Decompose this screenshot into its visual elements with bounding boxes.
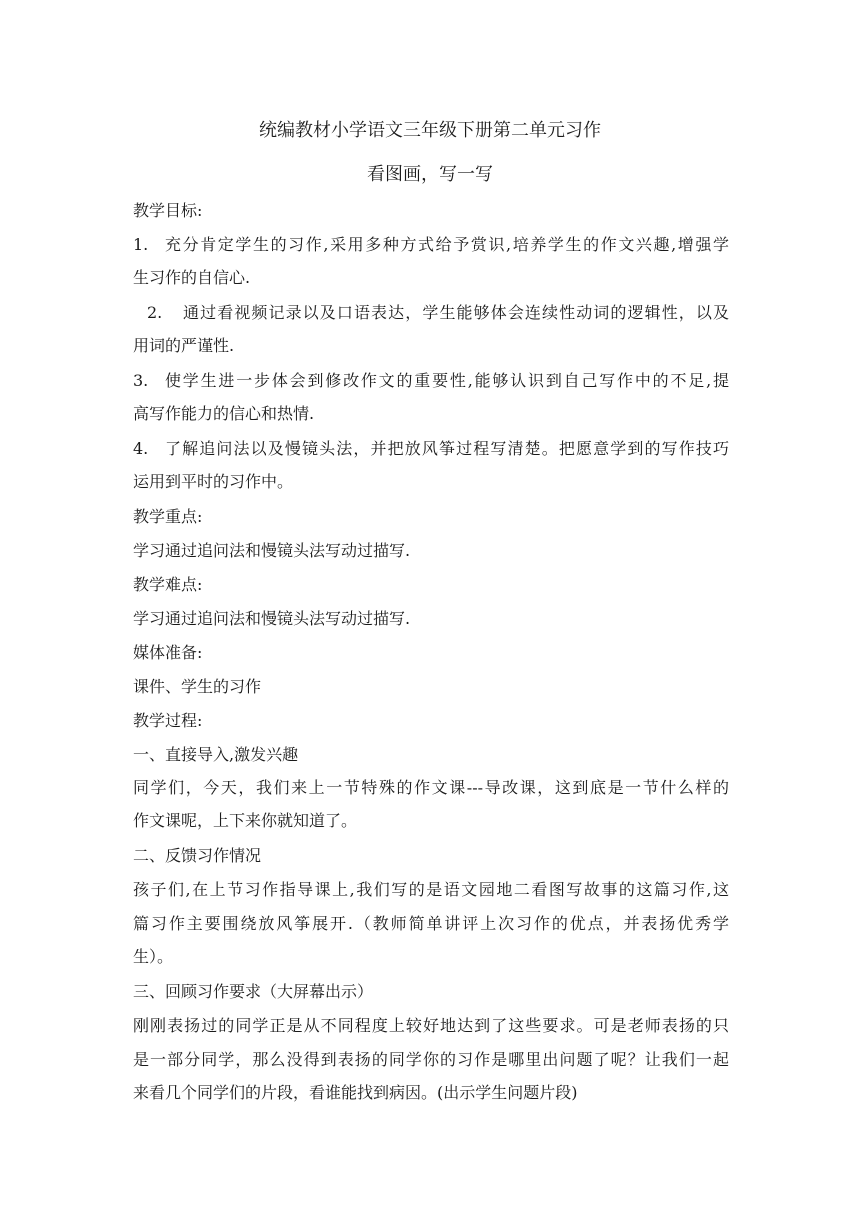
section-3-heading: 三、回顾习作要求（大屏幕出示） [133,982,374,1001]
section-3-line-2: 是一部分同学，那么没得到表扬的同学你的习作是哪里出问题了呢？让我们一起 [133,1050,729,1069]
objective-4-line-1: 了解追问法以及慢镜头法，并把放风筝过程写清楚。把愿意学到的写作技巧 [165,439,729,458]
objectives-heading: 教学目标: [133,201,203,220]
process-heading: 教学过程: [133,711,203,730]
objective-4-number: 4. [133,439,149,458]
section-3-line-3: 来看几个同学们的片段，看谁能找到病因。(出示学生问题片段) [133,1083,578,1102]
objective-1-number: 1. [133,235,149,254]
section-2-line-1: 孩子们,在上节习作指导课上,我们写的是语文园地二看图写故事的这篇习作,这 [133,880,729,899]
section-1-line-1: 同学们，今天，我们来上一节特殊的作文课---导改课，这到底是一节什么样的 [133,778,729,797]
document-title: 统编教材小学语文三年级下册第二单元习作 [259,120,601,141]
objective-2-line-2: 用词的严谨性. [133,336,235,355]
section-1-heading: 一、直接导入,激发兴趣 [133,745,299,764]
section-1-line-2: 作文课呢，上下来你就知道了。 [133,811,358,830]
objective-2-line-1: 通过看视频记录以及口语表达，学生能够体会连续性动词的逻辑性，以及 [183,303,729,322]
section-2-line-2: 篇习作主要围绕放风筝展开.（教师简单讲评上次习作的优点，并表扬优秀学 [133,914,729,933]
document-subtitle: 看图画，写一写 [367,164,493,185]
objective-3-number: 3. [133,371,149,390]
key-point-heading: 教学重点: [133,507,203,526]
section-2-line-3: 生）。 [133,947,174,966]
objective-1-line-2: 生习作的自信心. [133,268,251,287]
difficulty-heading: 教学难点: [133,575,203,594]
media-text: 课件、学生的习作 [133,677,262,696]
section-2-heading: 二、反馈习作情况 [133,846,262,865]
objective-2-number: 2. [147,303,163,322]
objective-3-line-2: 高写作能力的信心和热情. [133,404,315,423]
objective-3-line-1: 使学生进一步体会到修改作文的重要性,能够认识到自己写作中的不足,提 [165,371,729,390]
difficulty-text: 学习通过追问法和慢镜头法写动过描写. [133,609,411,628]
objective-4-line-2: 运用到平时的习作中。 [133,472,294,491]
section-3-line-1: 刚刚表扬过的同学正是从不同程度上较好地达到了这些要求。可是老师表扬的只 [133,1016,729,1035]
key-point-text: 学习通过追问法和慢镜头法写动过描写. [133,541,411,560]
media-heading: 媒体准备: [133,643,203,662]
objective-1-line-1: 充分肯定学生的习作,采用多种方式给予赏识,培养学生的作文兴趣,增强学 [165,235,729,254]
